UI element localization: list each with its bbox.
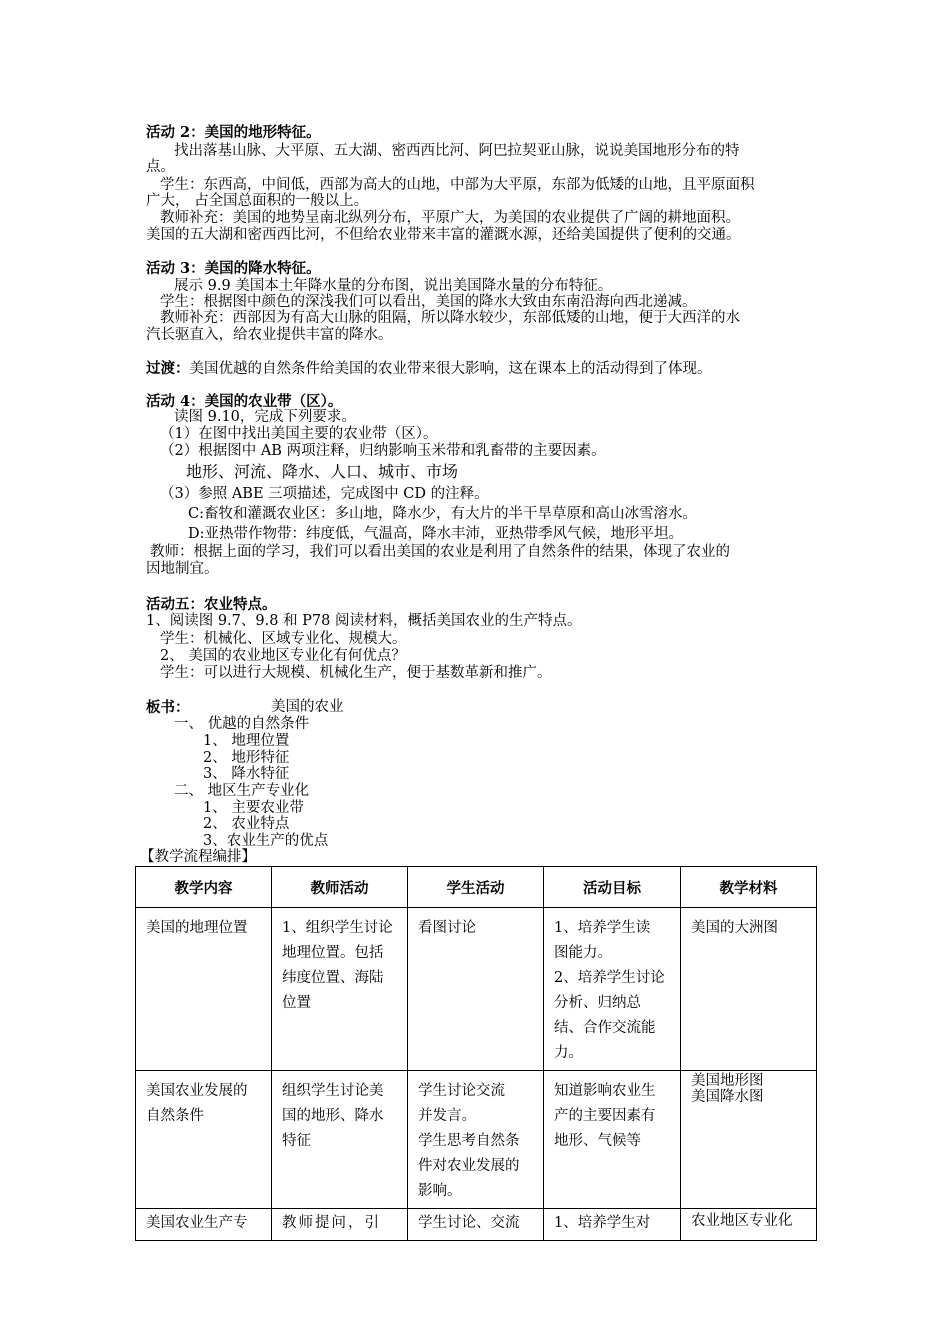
activity5-question2: 2、 美国的农业地区专业化有何优点？ — [160, 648, 406, 664]
cell-text: 知道影响农业生 — [554, 1083, 656, 1099]
board-section2-item3: 3、农业生产的优点 — [203, 833, 329, 849]
table-row — [136, 908, 817, 1071]
cell-text: 美国的地理位置 — [146, 920, 248, 936]
cell-text: 特征 — [282, 1133, 311, 1149]
activity3-task: 展示 9.9 美国本土年降水量的分布图，说出美国降水量的分布特征。 — [174, 278, 613, 294]
table-row — [136, 1209, 817, 1241]
activity5-answer1: 学生：机械化、区域专业化、规模大。 — [160, 631, 407, 647]
flow-heading: 【教学流程编排】 — [140, 849, 256, 865]
cell-text: 位置 — [282, 995, 311, 1011]
activity4-annotation-d: D:亚热带作物带：纬度低，气温高，降水丰沛，亚热带季风气候，地形平坦。 — [188, 526, 684, 542]
cell-text: 地形、气候等 — [554, 1133, 641, 1149]
activity3-student: 学生：根据图中颜色的深浅我们可以看出，美国的降水大致由东南沿海向西北递减。 — [160, 294, 697, 310]
cell-text: 并发言。 — [418, 1108, 476, 1124]
transition-label: 过渡： — [146, 360, 190, 377]
activity4-question3: （3）参照 ABE 三项描述，完成图中 CD 的注释。 — [160, 486, 489, 502]
activity3-title: 活动 3：美国的降水特征。 — [146, 260, 321, 277]
cell-text: 结、合作交流能 — [554, 1020, 656, 1036]
cell-text: 美国的大洲图 — [691, 920, 778, 936]
table-cell — [681, 908, 817, 1071]
table-cell — [544, 908, 681, 1071]
activity5-answer2: 学生：可以进行大规模、机械化生产，便于基数革新和推广。 — [160, 665, 552, 681]
activity4-intro: 读图 9.10，完成下列要求。 — [174, 409, 356, 425]
cell-text: 影响。 — [418, 1183, 462, 1199]
activity2-teacher-line2: 美国的五大湖和密西西比河，不但给农业带来丰富的灌溉水源，还给美国提供了便利的交通。 — [146, 227, 741, 243]
board-section2-item1: 1、 主要农业带 — [203, 800, 304, 816]
column-header: 教学内容 — [136, 867, 272, 908]
cell-text: 学生思考自然条 — [418, 1133, 520, 1149]
cell-text: 美国地形图 — [691, 1073, 764, 1089]
table-cell — [544, 1071, 681, 1209]
activity4-factors: 地形、河流、降水、人口、城市、市场 — [186, 462, 459, 481]
cell-text: 教师提问，引 — [282, 1215, 381, 1231]
activity4-annotation-c: C:畜牧和灌溉农业区：多山地，降水少，有大片的半干旱草原和高山冰雪溶水。 — [188, 506, 697, 522]
cell-text: 自然条件 — [146, 1108, 204, 1124]
table-cell — [544, 1209, 681, 1241]
activity2-task-line2: 点。 — [146, 159, 175, 175]
cell-text: 1、培养学生对 — [554, 1215, 651, 1231]
transition-paragraph — [146, 360, 712, 378]
table-cell — [681, 1071, 817, 1209]
column-header: 活动目标 — [544, 867, 681, 908]
cell-text: 产的主要因素有 — [554, 1108, 656, 1124]
activity4-title: 活动 4：美国的农业带（区）。 — [146, 393, 343, 410]
activity2-student-line2: 广大， 占全国总面积的一般以上。 — [146, 193, 369, 209]
activity4-question2: （2）根据图中 AB 两项注释，归纳影响玉米带和乳畜带的主要因素。 — [160, 443, 606, 459]
activity3-teacher-line1: 教师补充：西部因为有高大山脉的阻隔，所以降水较少，东部低矮的山地，便于大西洋的水 — [160, 310, 740, 326]
column-header: 教师活动 — [272, 867, 408, 908]
transition-text: 美国优越的自然条件给美国的农业带来很大影响，这在课本上的活动得到了体现。 — [189, 361, 712, 377]
table-row — [136, 1071, 817, 1209]
table-cell — [408, 1071, 544, 1209]
activity5-question1: 1、阅读图 9.7、9.8 和 P78 阅读材料，概括美国农业的生产特点。 — [146, 613, 582, 629]
board-section2: 二、 地区生产专业化 — [174, 783, 310, 799]
teaching-flow-table — [135, 866, 817, 1241]
table-cell — [408, 1209, 544, 1241]
cell-text: 农业地区专业化 — [691, 1213, 793, 1229]
cell-text: 看图讨论 — [418, 920, 476, 936]
cell-text: 地理位置。包括 — [282, 945, 384, 961]
column-header: 学生活动 — [408, 867, 544, 908]
cell-text: 学生讨论交流 — [418, 1083, 505, 1099]
cell-text: 2、培养学生讨论 — [554, 970, 665, 986]
activity4-question1: （1）在图中找出美国主要的农业带（区）。 — [160, 426, 438, 442]
table-cell — [272, 908, 408, 1071]
board-section2-item2: 2、 农业特点 — [203, 816, 290, 832]
cell-text: 纬度位置、海陆 — [282, 970, 384, 986]
activity2-title: 活动 2：美国的地形特征。 — [146, 124, 321, 141]
board-section1-item3: 3、 降水特征 — [203, 766, 290, 782]
activity2-student-line1: 学生：东西高，中间低，西部为高大的山地，中部为大平原，东部为低矮的山地，且平原面积 — [160, 177, 755, 193]
cell-text: 分析、归纳总 — [554, 995, 641, 1011]
board-title: 美国的农业 — [271, 699, 344, 715]
activity2-task-line1: 找出落基山脉、大平原、五大湖、密西西比河、阿巴拉契亚山脉，说说美国地形分布的特 — [174, 143, 740, 159]
cell-text: 1、组织学生讨论 — [282, 920, 393, 936]
board-label: 板书： — [146, 699, 190, 716]
board-section1-item2: 2、 地形特征 — [203, 750, 290, 766]
cell-text: 1、培养学生读 — [554, 920, 651, 936]
table-cell — [136, 1071, 272, 1209]
table-cell — [681, 1209, 817, 1241]
cell-text: 美国降水图 — [691, 1089, 764, 1105]
cell-text: 美国农业发展的 — [146, 1083, 248, 1099]
activity3-teacher-line2: 汽长驱直入，给农业提供丰富的降水。 — [146, 327, 393, 343]
table-cell — [272, 1071, 408, 1209]
cell-text: 学生讨论、交流 — [418, 1215, 520, 1231]
cell-text: 组织学生讨论美 — [282, 1083, 384, 1099]
cell-text: 美国农业生产专 — [146, 1215, 248, 1231]
column-header: 教学材料 — [681, 867, 817, 908]
board-section1: 一、 优越的自然条件 — [174, 716, 310, 732]
table-cell — [408, 908, 544, 1071]
table-header-row — [136, 867, 817, 908]
cell-text: 国的地形、降水 — [282, 1108, 384, 1124]
cell-text: 件对农业发展的 — [418, 1158, 520, 1174]
table-cell — [136, 1209, 272, 1241]
cell-text: 图能力。 — [554, 945, 612, 961]
cell-text: 力。 — [554, 1045, 583, 1061]
activity2-teacher-line1: 教师补充：美国的地势呈南北纵列分布，平原广大，为美国的农业提供了广阔的耕地面积。 — [160, 210, 740, 226]
activity4-teacher-line1: 教师：根据上面的学习，我们可以看出美国的农业是利用了自然条件的结果，体现了农业的 — [150, 544, 730, 560]
activity5-title: 活动五：农业特点。 — [146, 596, 277, 613]
table-cell — [272, 1209, 408, 1241]
activity4-teacher-line2: 因地制宜。 — [146, 561, 219, 577]
board-section1-item1: 1、 地理位置 — [203, 733, 290, 749]
table-cell — [136, 908, 272, 1071]
